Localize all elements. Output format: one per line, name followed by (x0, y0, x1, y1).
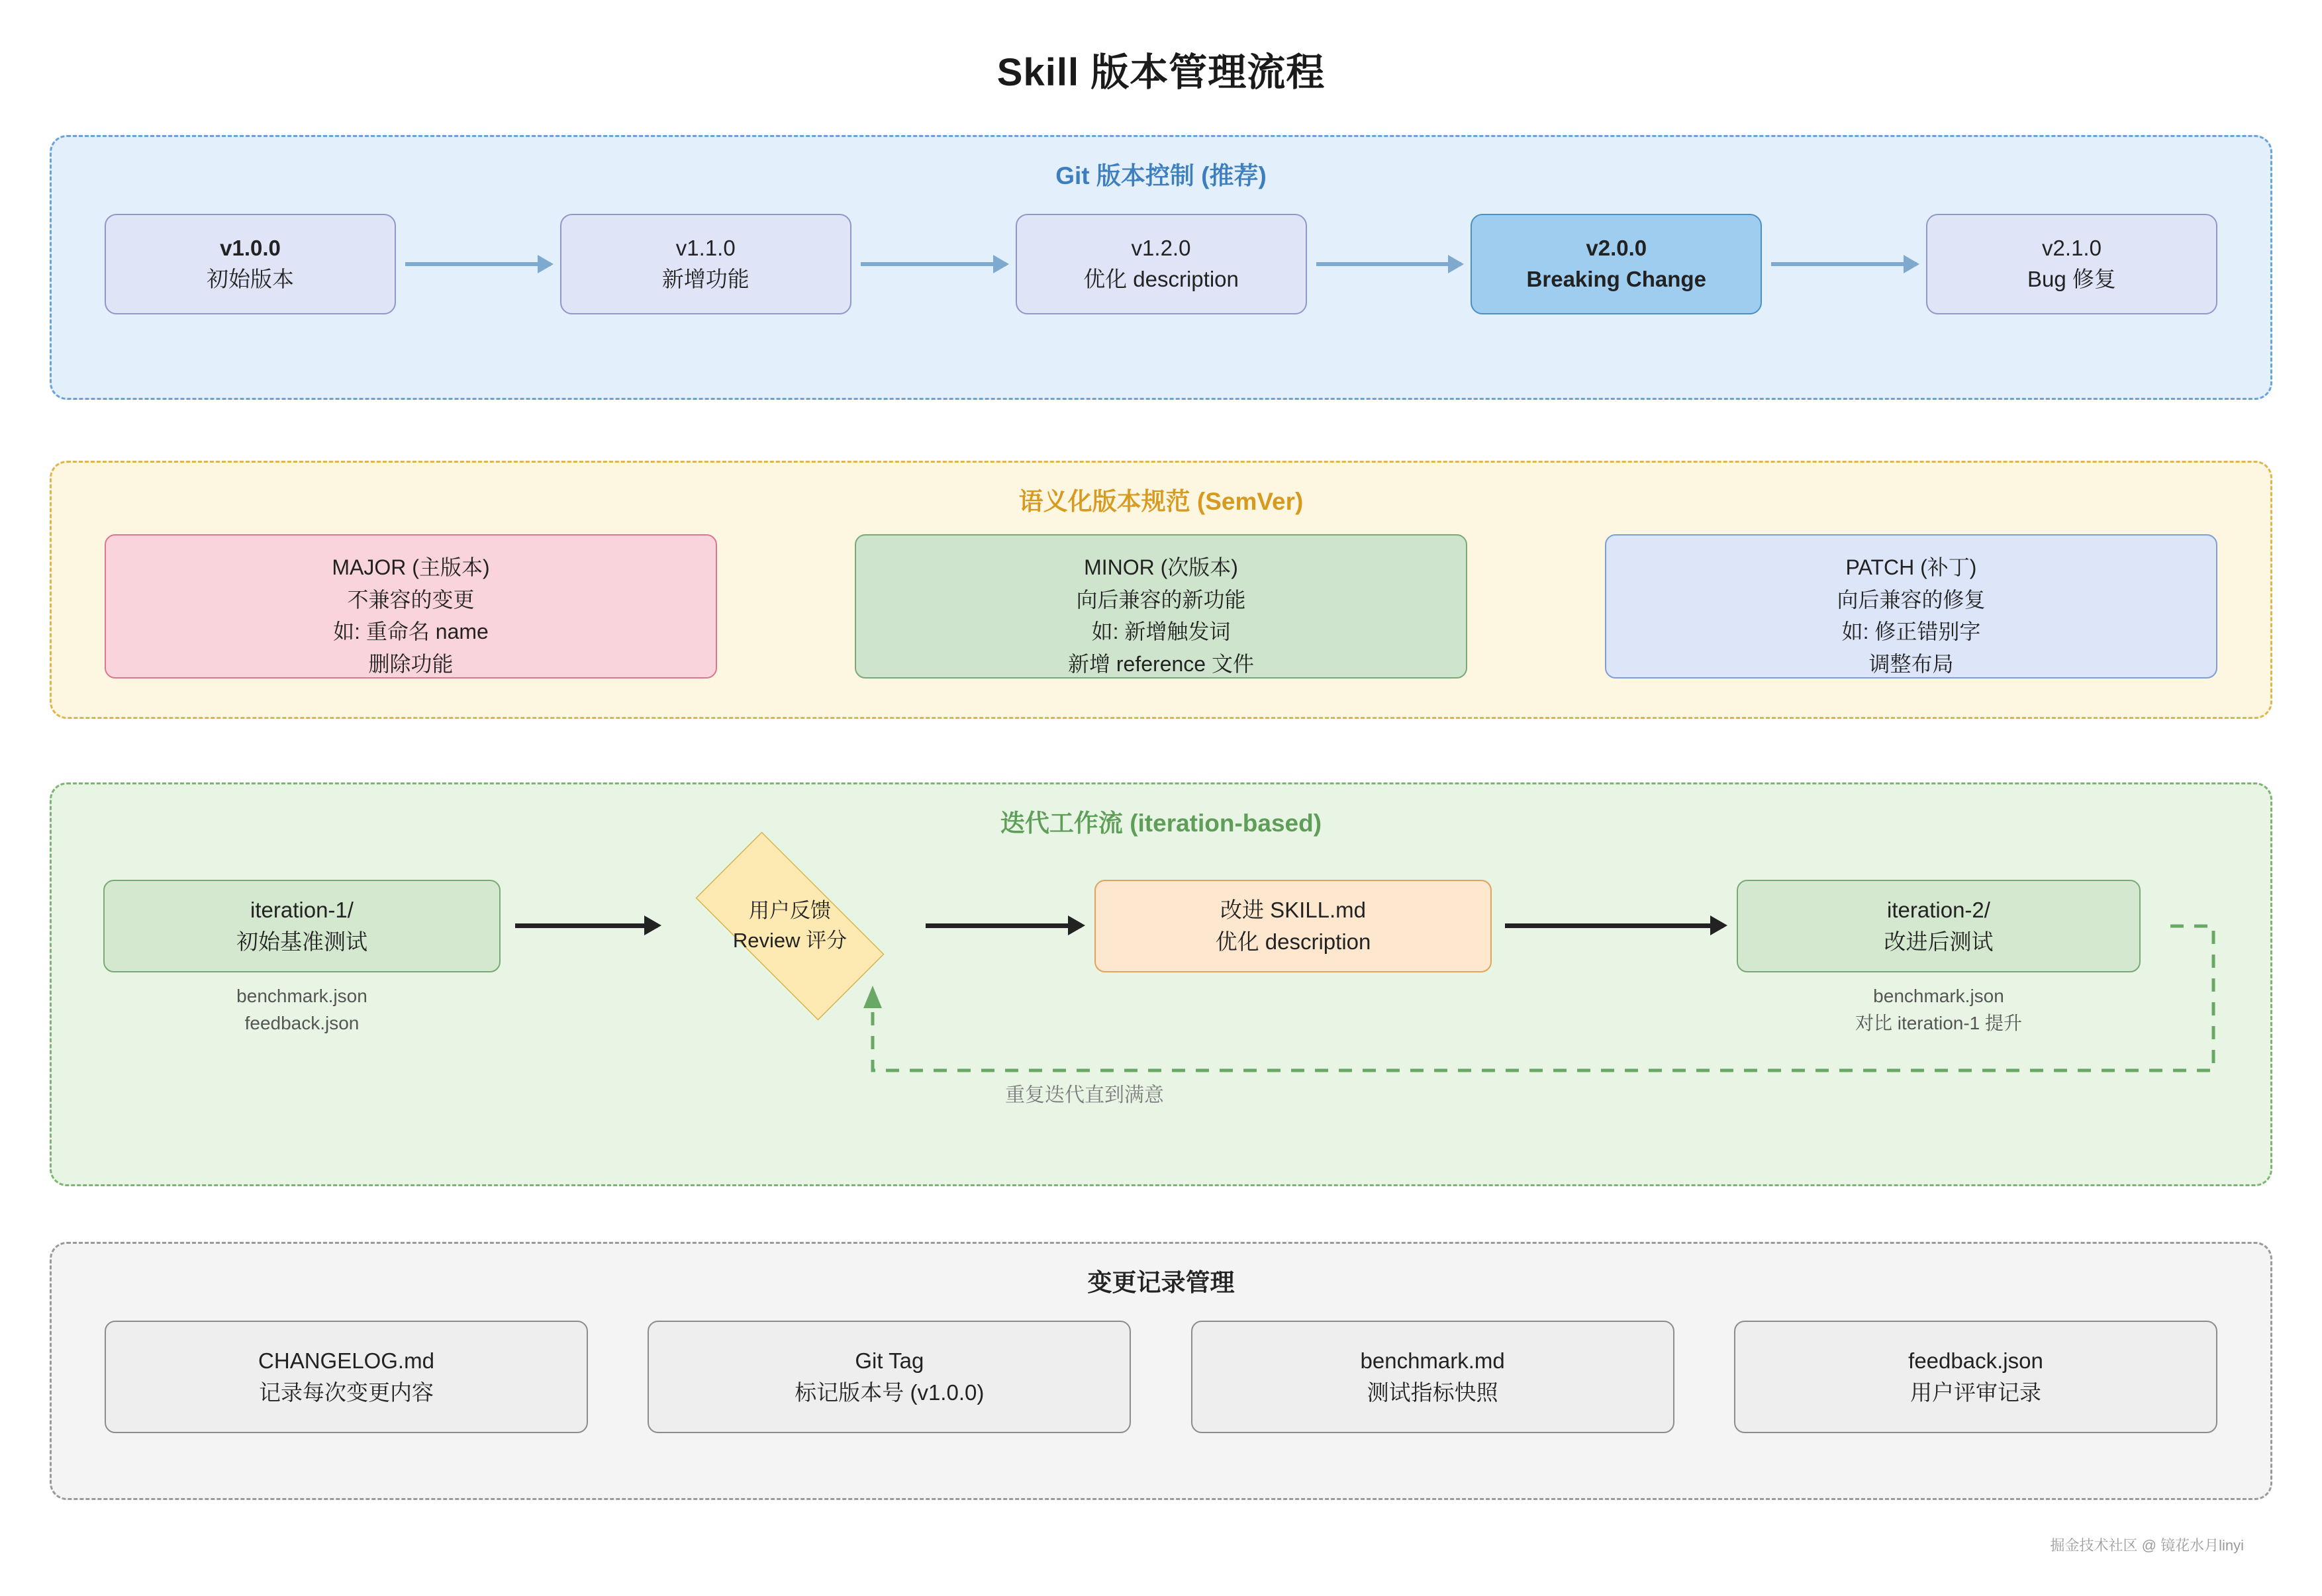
changelog-card-git-tag[interactable] (648, 1321, 1131, 1433)
git-node-v2-0-0-desc: Breaking Change (1526, 267, 1706, 291)
changelog-card-benchmark-md[interactable] (1191, 1321, 1674, 1433)
iteration-2-compare-note: 对比 iteration-1 提升 (1855, 1012, 2023, 1033)
git-version-control-section (50, 135, 2272, 400)
arrow-v1-0-0-to-v1-1-0 (405, 262, 551, 266)
iteration-2-line1: iteration-2/ (1887, 898, 1990, 923)
review-diamond-line1: 用户反馈 (749, 899, 831, 923)
git-node-v1-2-0[interactable] (1016, 214, 1307, 314)
benchmark-md-desc: 测试指标快照 (1367, 1380, 1498, 1405)
semver-patch-line3: 如: 修正错别字 (1841, 620, 1981, 644)
changelog-md-desc: 记录每次变更内容 (259, 1380, 434, 1405)
semver-major-line4: 删除功能 (368, 651, 454, 676)
git-node-v2-1-0-version: v2.1.0 (2042, 236, 2102, 261)
changelog-section (50, 1242, 2272, 1500)
watermark: 掘金技术社区 @ 镜花水月linyi (2050, 1537, 2244, 1554)
changelog-card-row (52, 1298, 2270, 1433)
changelog-card-changelog-md[interactable] (105, 1321, 588, 1433)
improve-line1: 改进 SKILL.md (1220, 898, 1367, 923)
iteration-1-line1: iteration-1/ (250, 898, 354, 923)
review-diamond-line2: Review 评分 (732, 929, 847, 952)
diagram-page (0, 41, 2322, 1596)
git-node-v1-0-0-version: v1.0.0 (220, 236, 281, 261)
iteration-1-file-feedback: feedback.json (244, 1012, 360, 1033)
semver-major-line1: MAJOR (主版本) (332, 555, 490, 579)
git-node-v1-1-0-desc: 新增功能 (661, 267, 750, 291)
feedback-json-desc: 用户评审记录 (1910, 1380, 2041, 1405)
loop-back-dashed-path (52, 839, 2270, 1183)
git-node-v1-1-0-version: v1.1.0 (675, 236, 736, 261)
iteration-2-file-benchmark: benchmark.json (1873, 986, 2004, 1006)
semver-minor-line1: MINOR (次版本) (1084, 555, 1238, 579)
benchmark-md-title: benchmark.md (1360, 1348, 1505, 1374)
improve-line2: 优化 description (1215, 929, 1371, 954)
git-node-v1-2-0-desc: 优化 description (1083, 267, 1239, 291)
iteration-workflow-section (50, 782, 2272, 1186)
git-node-v1-2-0-version: v1.2.0 (1131, 236, 1191, 261)
git-section-title: Git 版本控制 (推荐) (1055, 162, 1267, 189)
semver-patch-line2: 向后兼容的修复 (1837, 587, 1986, 612)
git-node-v2-0-0[interactable] (1471, 214, 1762, 314)
git-node-v2-1-0-desc: Bug 修复 (2027, 267, 2116, 291)
git-tag-title: Git Tag (855, 1348, 924, 1374)
semver-card-minor[interactable] (855, 534, 1467, 679)
semver-minor-line2: 向后兼容的新功能 (1076, 587, 1246, 612)
git-node-v1-0-0-desc: 初始版本 (207, 267, 294, 291)
git-tag-desc: 标记版本号 (v1.0.0) (795, 1380, 985, 1405)
arrow-v1-2-0-to-v2-0-0 (1316, 262, 1462, 266)
semver-section (50, 461, 2272, 719)
semver-patch-line1: PATCH (补丁) (1845, 555, 1977, 579)
arrow-v1-1-0-to-v1-2-0 (861, 262, 1006, 266)
changelog-section-title: 变更记录管理 (1087, 1269, 1235, 1296)
git-node-row (52, 191, 2270, 314)
page-title: Skill 版本管理流程 (996, 51, 1326, 94)
semver-section-title: 语义化版本规范 (SemVer) (1018, 488, 1304, 515)
semver-minor-line3: 如: 新增触发词 (1091, 620, 1231, 644)
iteration-1-line2: 初始基准测试 (236, 929, 367, 954)
iteration-1-file-benchmark: benchmark.json (236, 986, 367, 1006)
git-node-v1-0-0[interactable] (105, 214, 396, 314)
semver-card-row (52, 517, 2270, 679)
semver-card-major[interactable] (105, 534, 717, 679)
semver-major-line2: 不兼容的变更 (347, 587, 475, 612)
changelog-card-feedback-json[interactable] (1734, 1321, 2217, 1433)
iteration-2-line2: 改进后测试 (1884, 929, 1994, 954)
git-node-v2-0-0-version: v2.0.0 (1586, 236, 1647, 261)
iteration-section-title: 迭代工作流 (iteration-based) (1000, 810, 1322, 837)
iteration-flow-area (52, 839, 2270, 1183)
semver-major-line3: 如: 重命名 name (333, 620, 489, 644)
semver-card-patch[interactable] (1605, 534, 2217, 679)
git-node-v2-1-0[interactable] (1926, 214, 2217, 314)
arrow-v2-0-0-to-v2-1-0 (1771, 262, 1917, 266)
feedback-json-title: feedback.json (1908, 1348, 2043, 1374)
semver-patch-line4: 调整布局 (1868, 651, 1954, 676)
loop-back-label: 重复迭代直到满意 (1005, 1084, 1164, 1106)
semver-minor-line4: 新增 reference 文件 (1068, 651, 1254, 676)
changelog-md-title: CHANGELOG.md (258, 1348, 434, 1374)
git-node-v1-1-0[interactable] (560, 214, 851, 314)
